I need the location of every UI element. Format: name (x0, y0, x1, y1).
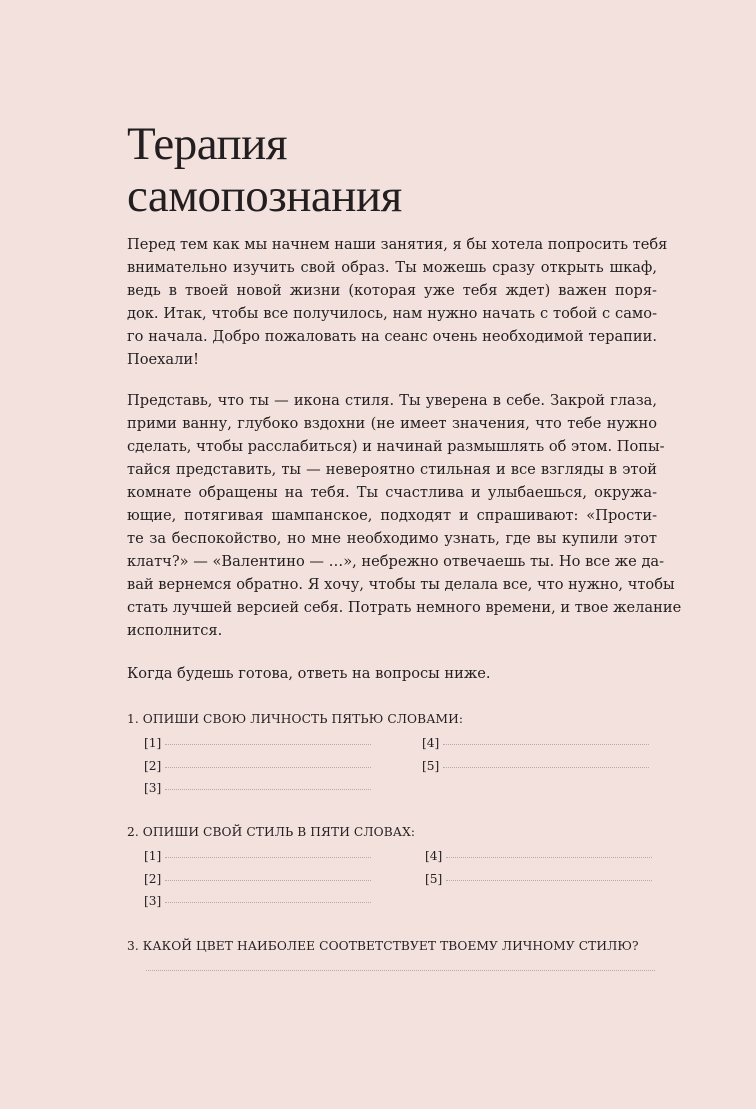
text-line: Перед тем как мы начнем наши занятия, я бы хотела попросить тебя (127, 236, 668, 253)
text-line: Поехали! (127, 351, 199, 368)
answer-number: [1] (144, 736, 162, 750)
text-line: ведь в твоей новой жизни (которая уже тебя ждет) важен поря- (127, 282, 657, 299)
text-line: Когда будешь готова, ответь на вопросы ниже. (127, 665, 491, 682)
answer-2-1[interactable] (144, 848, 371, 864)
question-2-heading: 2. ОПИШИ СВОЙ СТИЛЬ В ПЯТИ СЛОВАХ: (127, 825, 416, 839)
answer-number: [1] (144, 849, 162, 863)
page-title-line-1: Терапия (127, 118, 287, 170)
answer-2-4[interactable] (425, 848, 652, 864)
answer-2-2[interactable] (144, 871, 371, 887)
question-3-heading: 3. КАКОЙ ЦВЕТ НАИБОЛЕЕ СООТВЕТСТВУЕТ ТВОЕМУ ЛИЧНОМУ СТИЛЮ? (127, 939, 639, 953)
text-line: ющие, потягивая шампанское, подходят и спрашивают: «Прости- (127, 507, 657, 524)
answer-dotted-line[interactable] (446, 879, 652, 881)
answer-1-1[interactable] (144, 735, 371, 751)
text-line: тайся представить, ты — невероятно стильная и все взгляды в этой (127, 461, 657, 478)
page-title-line-2: самопознания (127, 170, 402, 222)
answer-number: [3] (144, 894, 162, 908)
answer-number: [4] (425, 849, 443, 863)
answer-2-5[interactable] (425, 871, 652, 887)
question-1-heading: 1. ОПИШИ СВОЮ ЛИЧНОСТЬ ПЯТЬЮ СЛОВАМИ: (127, 712, 464, 726)
answer-number: [2] (144, 872, 162, 886)
text-line: сделать, чтобы расслабиться) и начинай размышлять об этом. Попы- (127, 438, 665, 455)
text-line: стать лучшей версией себя. Потрать немного времени, и твое желание (127, 599, 682, 616)
answer-dotted-line[interactable] (165, 856, 371, 858)
answer-dotted-line[interactable] (165, 901, 371, 903)
answer-3-dotted-line[interactable] (146, 969, 655, 971)
text-line: го начала. Добро пожаловать на сеанс очень необходимой терапии. (127, 328, 657, 345)
text-line: док. Итак, чтобы все получилось, нам нужно начать с тобой с само- (127, 305, 657, 322)
text-line: прими ванну, глубоко вздохни (не имеет значения, что тебе нужно (127, 415, 657, 432)
answer-number: [5] (422, 759, 440, 773)
answer-number: [3] (144, 781, 162, 795)
text-line: внимательно изучить свой образ. Ты можешь сразу открыть шкаф, (127, 259, 657, 276)
answer-1-4[interactable] (422, 735, 649, 751)
answer-dotted-line[interactable] (165, 743, 371, 745)
instruction-paragraph (127, 662, 657, 685)
answer-number: [2] (144, 759, 162, 773)
answer-dotted-line[interactable] (165, 879, 371, 881)
answer-number: [5] (425, 872, 443, 886)
text-line: комнате обращены на тебя. Ты счастлива и улыбаешься, окружа- (127, 484, 657, 501)
answer-dotted-line[interactable] (165, 788, 371, 790)
page-title (127, 118, 647, 222)
text-line: те за беспокойство, но мне необходимо узнать, где вы купили этот (127, 530, 657, 547)
text-line: Представь, что ты — икона стиля. Ты уверена в себе. Закрой глаза, (127, 392, 657, 409)
answer-number: [4] (422, 736, 440, 750)
text-line: вай вернемся обратно. Я хочу, чтобы ты делала все, что нужно, чтобы (127, 576, 675, 593)
answer-dotted-line[interactable] (443, 743, 649, 745)
answer-dotted-line[interactable] (446, 856, 652, 858)
intro-paragraph (127, 233, 668, 371)
visualization-paragraph (127, 389, 682, 642)
answer-1-5[interactable] (422, 758, 649, 774)
answer-2-3[interactable] (144, 893, 371, 909)
text-line: исполнится. (127, 622, 223, 639)
answer-1-3[interactable] (144, 780, 371, 796)
answer-1-2[interactable] (144, 758, 371, 774)
text-line: клатч?» — «Валентино — …», небрежно отвечаешь ты. Но все же да- (127, 553, 665, 570)
answer-dotted-line[interactable] (165, 766, 371, 768)
answer-dotted-line[interactable] (443, 766, 649, 768)
